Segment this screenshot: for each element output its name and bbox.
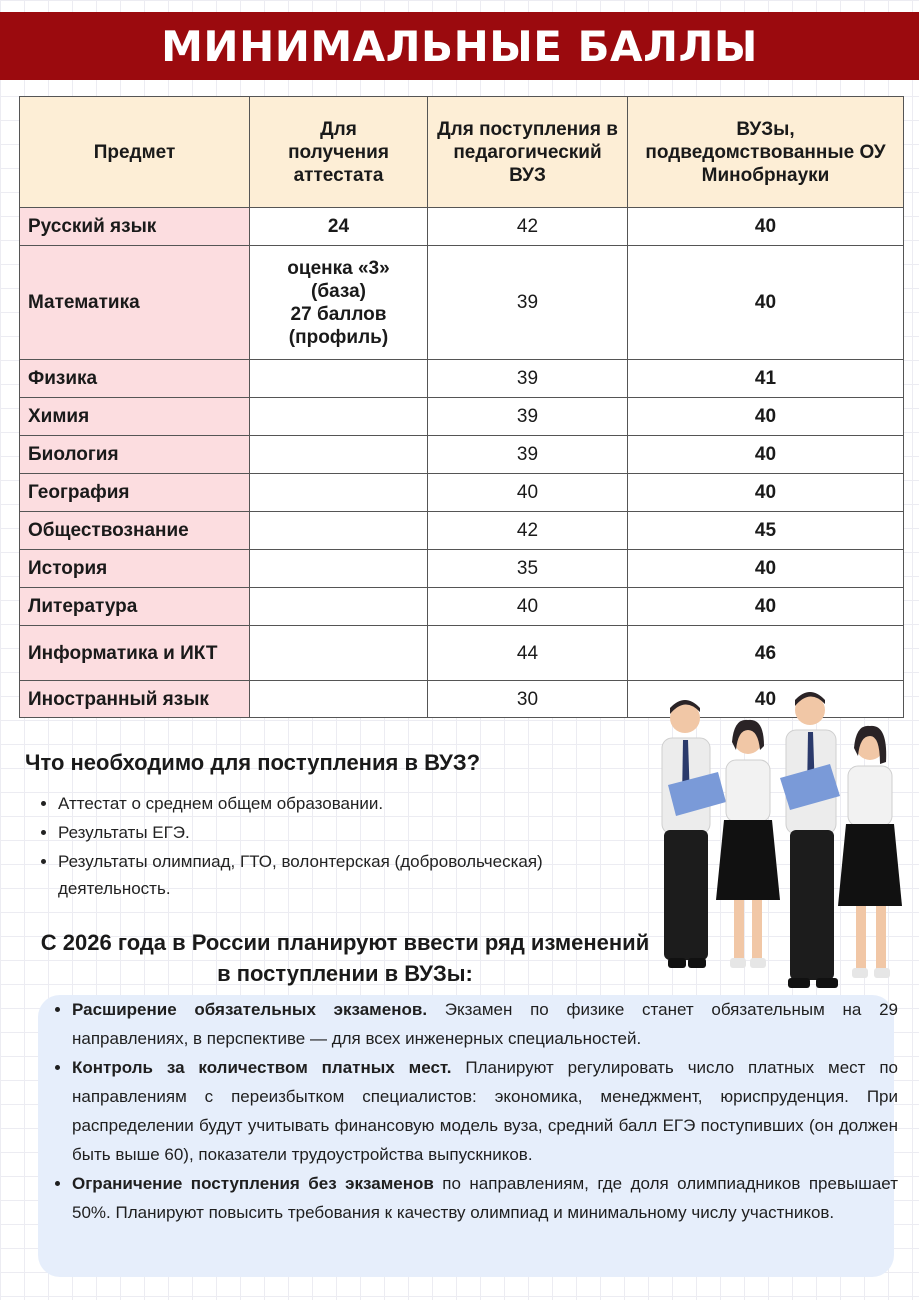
list-item: • Аттестат о среднем общем образовании. [58,790,618,817]
ministry-cell: 40 [628,474,904,512]
pedagogical-cell: 40 [428,474,628,512]
student-boy-right [780,692,840,988]
pedagogical-cell: 39 [428,398,628,436]
list-item [72,1053,898,1169]
pedagogical-cell: 30 [428,681,628,718]
subject-cell: Информатика и ИКТ [20,626,250,681]
certificate-cell [250,681,428,718]
ministry-cell: 40 [628,550,904,588]
math-cert-line: 27 баллов [290,303,387,325]
certificate-cell [250,436,428,474]
list-item: • Результаты ЕГЭ. [58,819,618,846]
math-cert-line: (база) [311,280,366,302]
math-cert-line: оценка «3» [287,257,390,279]
certificate-cell [250,512,428,550]
changes-heading: С 2026 года в России планируют ввести ряд изменений в поступлении в ВУЗы: [40,930,650,986]
pedagogical-cell: 39 [428,246,628,360]
table-row [20,550,904,588]
math-cert-line: (профиль) [288,326,389,348]
subject-cell: Биология [20,436,250,474]
table-row [20,398,904,436]
ministry-cell: 45 [628,512,904,550]
ministry-cell: 40 [628,246,904,360]
pedagogical-cell: 42 [428,208,628,246]
ministry-cell: 46 [628,626,904,681]
certificate-cell: 24 [250,208,428,246]
certificate-cell [250,246,428,360]
table-row [20,626,904,681]
table-row [20,246,904,360]
pedagogical-cell: 39 [428,436,628,474]
ministry-cell: 40 [628,588,904,626]
change-title: Контроль за количеством платных мест. [72,1058,452,1077]
pedagogical-cell: 40 [428,588,628,626]
column-header-subject: Предмет [20,97,250,208]
student-girl-right [838,726,902,978]
list-item [72,1169,898,1227]
table-row [20,512,904,550]
requirements-list [30,790,618,904]
change-title: Ограничение поступления без экзаменов [72,1174,434,1193]
subject-cell: Литература [20,588,250,626]
certificate-cell [250,588,428,626]
column-header-certificate: Для получения аттестата [250,97,428,208]
changes-list [40,995,898,1227]
table-row [20,588,904,626]
student-girl-left [716,720,780,968]
pedagogical-cell: 35 [428,550,628,588]
requirements-heading: Что необходимо для поступления в ВУЗ? [25,750,481,775]
list-item: • Результаты олимпиад, ГТО, волонтерская (добровольческая) деятельность. [58,848,618,902]
change-text: по направлениям, где доля олимпиадников превышает 50%. Планируют повысить требования к качеству олимпиад и минимальному числу участников. [72,1174,898,1222]
table-row [20,208,904,246]
certificate-cell [250,398,428,436]
pedagogical-cell: 44 [428,626,628,681]
table-row [20,360,904,398]
certificate-cell [250,626,428,681]
subject-cell: Обществознание [20,512,250,550]
ministry-cell: 40 [628,681,904,718]
pedagogical-cell: 39 [428,360,628,398]
min-scores-table [19,96,904,718]
table-row [20,436,904,474]
certificate-cell [250,550,428,588]
ministry-cell: 40 [628,208,904,246]
change-text: Экзамен по физике станет обязательным на 29 направлениях, в перспективе — для всех инженерных специальностей. [72,1000,898,1048]
subject-cell: Русский язык [20,208,250,246]
change-text: Планируют регулировать число платных мест по направлениям с переизбытком специалистов: экономика, менеджмент, юриспруденция. При распределении будут учитывать финансовую модель вуза, средний балл ЕГЭ поступивших (он должен быть выше 60), показатели трудоустройства выпускников. [72,1058,898,1164]
subject-cell: География [20,474,250,512]
student-boy-left [662,700,726,968]
students-illustration [630,690,910,1010]
subject-cell: Физика [20,360,250,398]
subject-cell: История [20,550,250,588]
title-banner [0,12,919,80]
page-title: МИНИМАЛЬНЫЕ БАЛЛЫ [161,21,758,71]
certificate-cell [250,474,428,512]
certificate-cell [250,360,428,398]
table-header-row [20,97,904,208]
subject-cell: Химия [20,398,250,436]
ministry-cell: 40 [628,398,904,436]
ministry-cell: 41 [628,360,904,398]
column-header-pedagogical: Для поступления в педагогический ВУЗ [428,97,628,208]
subject-cell: Математика [20,246,250,360]
table-row [20,474,904,512]
column-header-ministry: ВУЗы, подведомствованные ОУ Минобрнауки [628,97,904,208]
ministry-cell: 40 [628,436,904,474]
change-title: Расширение обязательных экзаменов. [72,1000,428,1019]
subject-cell: Иностранный язык [20,681,250,718]
pedagogical-cell: 42 [428,512,628,550]
